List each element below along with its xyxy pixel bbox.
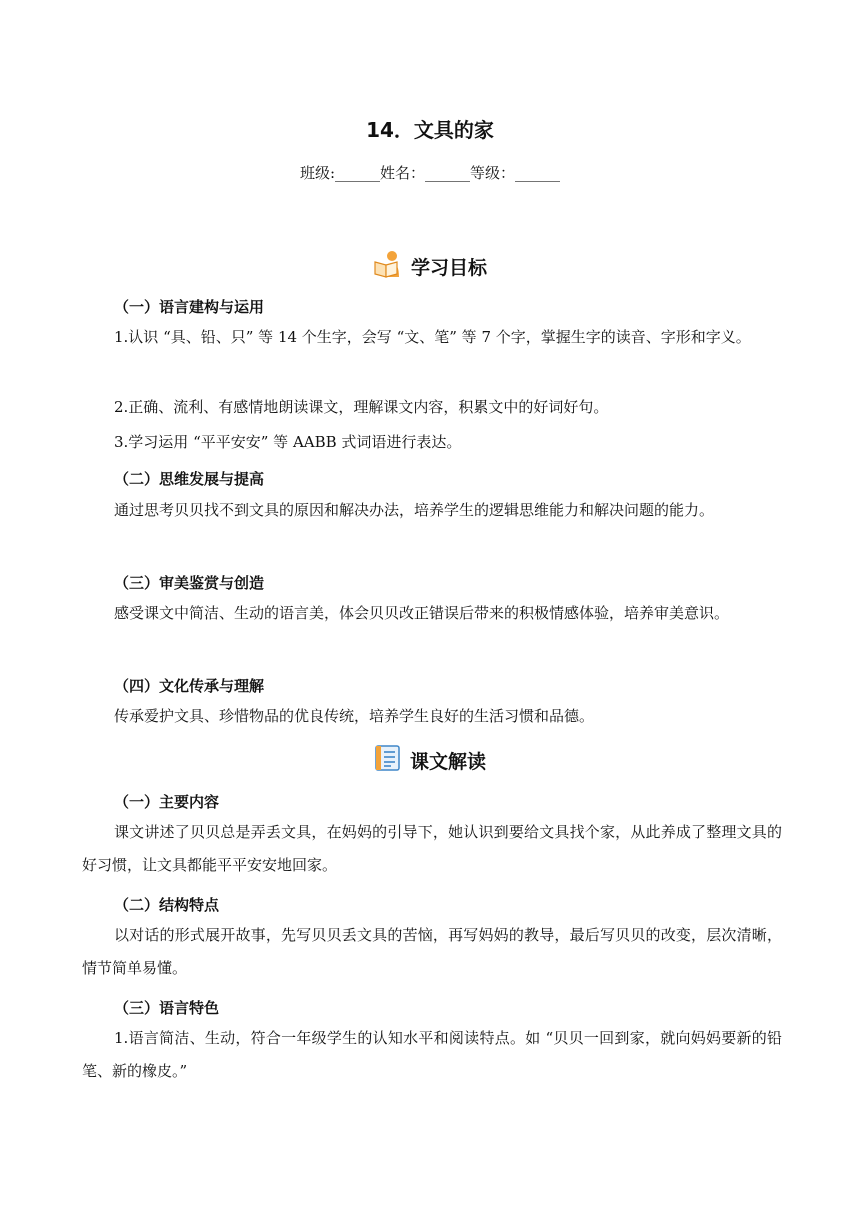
notebook-list-icon [374, 745, 402, 775]
paragraph-goal-2: 2.正确、流利、有感情地朗读课文，理解课文内容，积累文中的好词好句。 [114, 398, 609, 416]
section-text-analysis-title: 课文解读 [409, 750, 486, 773]
paragraph-culture: 传承爱护文具、珍惜物品的优良传统，培养学生良好的生活习惯和品德。 [114, 707, 595, 725]
heading-thinking-development: （二）思维发展与提高 [114, 470, 265, 488]
page-title: 14．文具的家 [366, 118, 494, 142]
heading-structure: （二）结构特点 [114, 896, 220, 914]
student-info-line: 班级:______姓名：______等级：______ [299, 164, 561, 182]
paragraph-main-content: 课文讲述了贝贝总是弄丢文具，在妈妈的引导下，她认识到要给文具找个家，从此养成了整理文具的好习惯，让文具都能平平安安地回家。 [82, 823, 782, 874]
section-text-analysis-header [0, 745, 860, 775]
paragraph-aesthetic: 感受课文中简洁、生动的语言美，体会贝贝改正错误后带来的积极情感体验，培养审美意识。 [114, 604, 730, 622]
heading-culture-inheritance: （四）文化传承与理解 [114, 677, 265, 695]
paragraph-goal-1: 1.认识 “具、铅、只” 等 14 个生字，会写 “文、笔” 等 7 个字，掌握生字的读音、字形和字义。 [114, 328, 751, 346]
reading-person-icon [373, 250, 403, 282]
section-learning-goals-title: 学习目标 [410, 256, 487, 279]
paragraph-language-features: 1.语言简洁、生动，符合一年级学生的认知水平和阅读特点。如 “贝贝一回到家，就向妈妈要新的铅笔、新的橡皮。” [82, 1029, 782, 1080]
heading-language-construction: （一）语言建构与运用 [114, 298, 265, 316]
paragraph-goal-3: 3.学习运用 “平平安安” 等 AABB 式词语进行表达。 [114, 433, 462, 451]
section-learning-goals-header [0, 250, 860, 282]
heading-main-content: （一）主要内容 [114, 793, 220, 811]
paragraph-structure: 以对话的形式展开故事，先写贝贝丢文具的苦恼，再写妈妈的教导，最后写贝贝的改变，层次清晰，情节简单易懂。 [82, 926, 782, 977]
heading-language-features: （三）语言特色 [114, 999, 220, 1017]
paragraph-thinking: 通过思考贝贝找不到文具的原因和解决办法，培养学生的逻辑思维能力和解决问题的能力。 [114, 501, 715, 519]
heading-aesthetic-appreciation: （三）审美鉴赏与创造 [114, 574, 265, 592]
